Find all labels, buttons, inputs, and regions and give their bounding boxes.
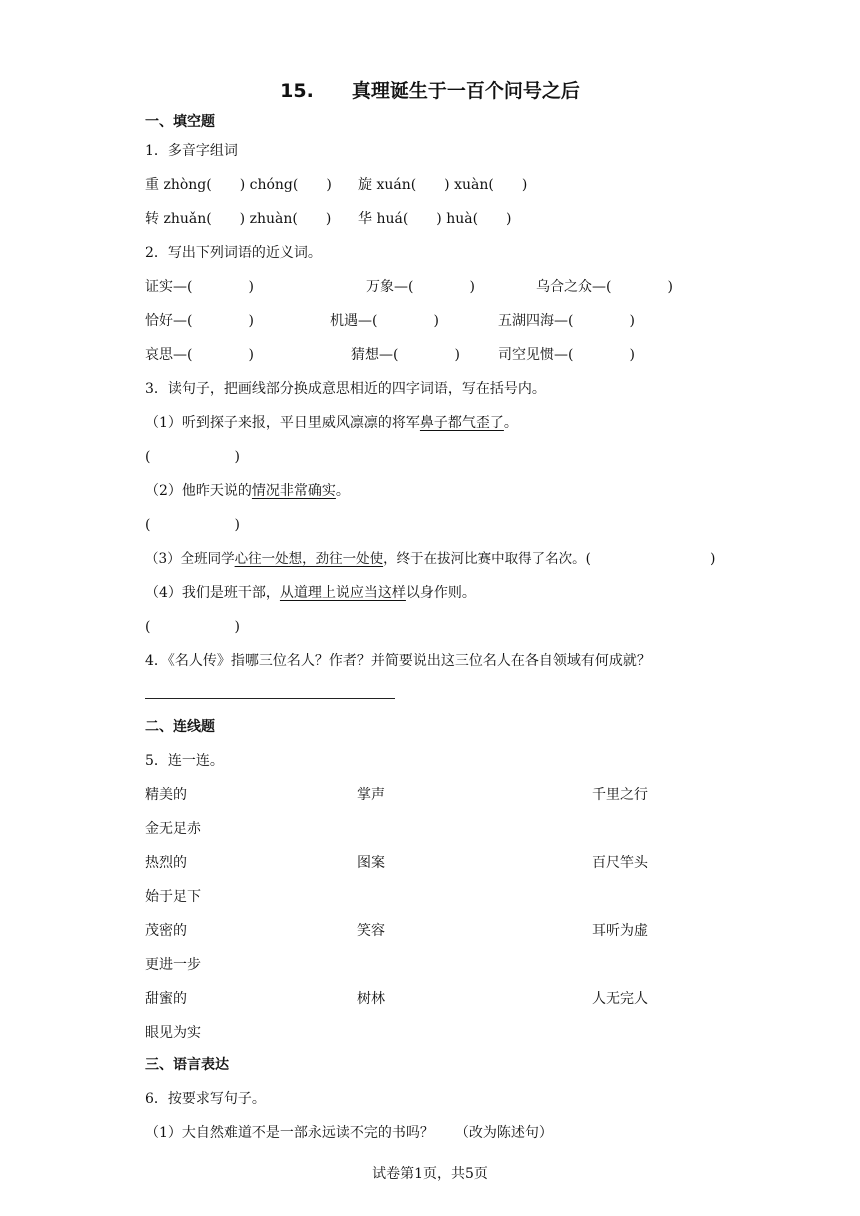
match-col1-item: 热烈的 <box>145 855 187 871</box>
question-5-stem: 5．连一连。 <box>145 753 224 769</box>
match-col2-item: 图案 <box>357 855 385 871</box>
q3-s3-text: （3）全班同学 <box>145 551 235 567</box>
q3-s2-end: 。 <box>335 483 350 499</box>
page-title: 15. 真理诞生于一百个问号之后 <box>280 80 580 102</box>
q3-answer-blank-2: ( ) <box>145 517 240 533</box>
match-col3-item: 百尺竿头 <box>592 855 648 871</box>
q2-item: 机遇—( ) <box>330 313 439 329</box>
q6-sentence-1: （1）大自然难道不是一部永远读不完的书吗？ （改为陈述句） <box>145 1125 553 1141</box>
question-4-stem: 4．《名人传》指哪三位名人？作者？并简要说出这三位名人在各自领域有何成就？ <box>145 653 651 669</box>
q3-sentence-1 <box>145 414 518 432</box>
question-3-stem: 3．读句子，把画线部分换成意思相近的四字词语，写在括号内。 <box>145 381 546 397</box>
question-2-stem: 2．写出下列词语的近义词。 <box>145 245 322 261</box>
q2-item: 证实—( ) <box>145 279 254 295</box>
q1-row1-xuan: 旋 xuán( ) xuàn( ) <box>358 177 528 193</box>
q3-answer-blank-1: ( ) <box>145 449 240 465</box>
match-col2-item: 掌声 <box>357 787 385 803</box>
q2-item: 猜想—( ) <box>351 347 460 363</box>
q1-row1-zhong: 重 zhòng( ) chóng( ) <box>145 177 332 193</box>
q3-s4-text: （4）我们是班干部， <box>145 585 280 601</box>
q3-s4-end: 以身作则。 <box>405 585 476 601</box>
match-col3-item: 人无完人 <box>592 991 648 1007</box>
section-heading-matching: 二、连线题 <box>145 719 215 735</box>
match-col1-item: 茂密的 <box>145 923 187 939</box>
match-col3-item: 千里之行 <box>592 787 648 803</box>
q2-item: 乌合之众—( ) <box>536 279 673 295</box>
q3-s1-underlined: 鼻子都气歪了 <box>419 415 504 431</box>
q3-s2-underlined: 情况非常确实 <box>251 483 336 499</box>
q3-s3-underlined: 心往一处想，劲往一处使 <box>234 551 384 567</box>
section-heading-fill-in: 一、填空题 <box>145 114 215 130</box>
section-heading-expression: 三、语言表达 <box>145 1057 229 1073</box>
match-col2-item: 树林 <box>357 991 385 1007</box>
match-col3-item: 耳听为虚 <box>592 923 648 939</box>
question-6-stem: 6．按要求写句子。 <box>145 1091 266 1107</box>
q3-s3-close-paren: ) <box>710 551 716 567</box>
match-col2-item: 笑容 <box>357 923 385 939</box>
q1-row2-zhuan: 转 zhuǎn( ) zhuàn( ) <box>145 211 332 227</box>
q2-item: 恰好—( ) <box>145 313 254 329</box>
q1-row2-hua: 华 huá( ) huà( ) <box>358 211 512 227</box>
q2-item: 万象—( ) <box>366 279 475 295</box>
q2-item: 司空见惯—( ) <box>498 347 635 363</box>
q3-sentence-4 <box>145 584 476 602</box>
match-col4-item: 更进一步 <box>145 957 201 973</box>
page-footer: 试卷第1页，共5页 <box>372 1166 488 1182</box>
match-col1-item: 精美的 <box>145 787 187 803</box>
q3-answer-blank-4: ( ) <box>145 619 240 635</box>
match-col4-item: 眼见为实 <box>145 1025 201 1041</box>
q3-sentence-3 <box>145 550 591 568</box>
q3-sentence-2 <box>145 482 350 500</box>
q3-s2-text: （2）他昨天说的 <box>145 483 252 499</box>
q3-s1-text: （1）听到探子来报，平日里威风凛凛的将军 <box>145 415 420 431</box>
q2-item: 五湖四海—( ) <box>498 313 635 329</box>
q2-item: 哀思—( ) <box>145 347 254 363</box>
q3-s3-end: ，终于在拔河比赛中取得了名次。( <box>383 551 591 567</box>
q3-s4-underlined: 从道理上说应当这样 <box>279 585 406 601</box>
q3-s1-end: 。 <box>503 415 518 431</box>
match-col4-item: 金无足赤 <box>145 821 201 837</box>
match-col4-item: 始于足下 <box>145 889 201 905</box>
q4-answer-line <box>145 698 395 699</box>
question-1-stem: 1．多音字组词 <box>145 143 238 159</box>
match-col1-item: 甜蜜的 <box>145 991 187 1007</box>
